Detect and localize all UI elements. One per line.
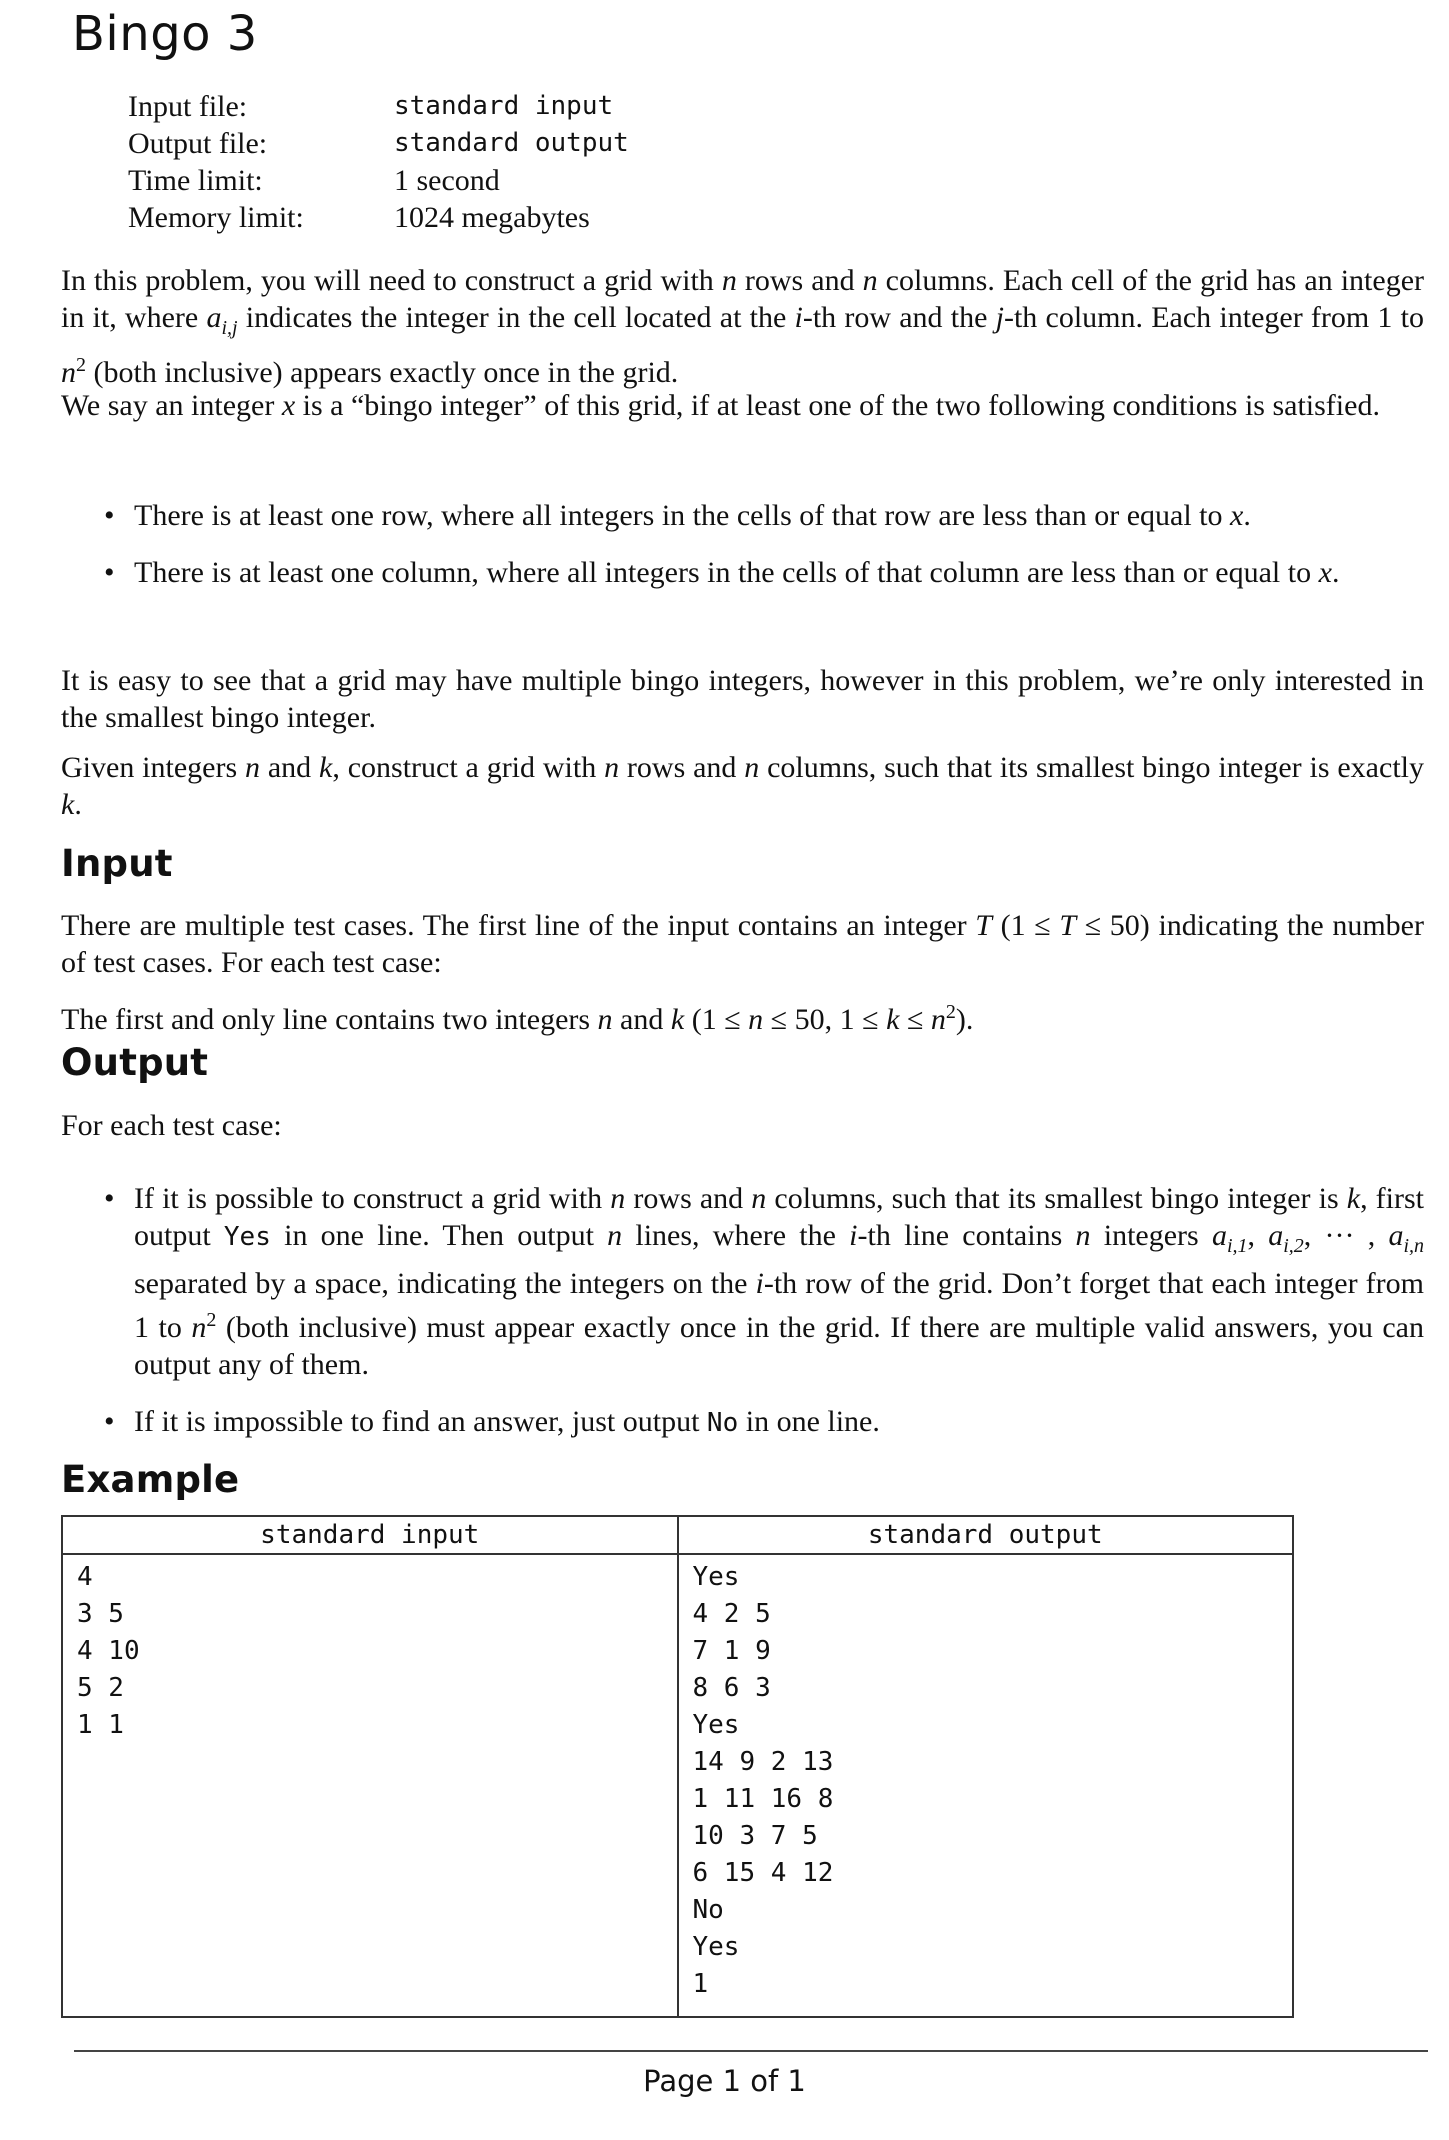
limit-value: 1 second [394,164,500,197]
example-output-line: 8 6 3 [692,1673,771,1703]
output-item-possible [104,1180,1424,1383]
text: Given integers [61,751,245,784]
math-k: k [670,1003,685,1036]
text: There is at least one column, where all integers in the cells of that column are less than or equal to [134,556,1319,589]
text: rows and [619,751,745,784]
math-a: a [1388,1219,1404,1252]
text: (1 ≤ [991,909,1060,942]
output-heading: Output [61,1041,209,1084]
math-subscript: i,n [1403,1235,1425,1257]
math-i: i [849,1219,858,1252]
page-number: Page 1 of 1 [643,2064,806,2098]
text: (1 ≤ [684,1003,749,1036]
statement-paragraph-3 [61,662,1424,736]
math-i: i [755,1267,764,1300]
example-header-output: standard output [678,1516,1294,1554]
example-input-line: 4 10 [77,1636,140,1666]
text: and [612,1003,671,1036]
limit-label: Memory limit: [128,201,304,234]
statement-paragraph-1 [61,262,1424,391]
example-input-line: 4 [77,1562,93,1592]
math-n: n [721,264,737,297]
math-x: x [281,389,296,422]
footer-divider [74,2050,1428,2052]
example-heading: Example [61,1458,240,1501]
math-dots: , ··· , [1303,1219,1389,1252]
text: rows and [736,264,863,297]
math-T: T [975,909,992,942]
text: is a “bingo integer” of this grid, if at least one of the two following conditions is satisfied. [295,389,1380,422]
code-yes: Yes [223,1222,271,1252]
math-superscript: 2 [945,1001,956,1023]
text: rows and [625,1182,752,1215]
example-output-line: 10 3 7 5 [692,1821,818,1851]
math-n: n [862,264,878,297]
example-input-line: 5 2 [77,1673,124,1703]
text: columns, such that its smallest bingo integer is exactly [759,751,1424,784]
text: -th row and the [802,301,996,334]
condition-item-row [104,497,1424,534]
math-x: x [1318,556,1332,589]
math-n: n [930,1003,946,1036]
text: in one line. Then output [270,1219,608,1252]
example-header-input: standard input [62,1516,678,1554]
text: For each test case: [61,1109,282,1142]
math-j: j [995,301,1004,334]
example-output-line: Yes [692,1562,740,1592]
math-n: n [191,1311,207,1344]
text: We say an integer [61,389,282,422]
text: , construct a grid with [332,751,605,784]
math-k: k [886,1003,900,1036]
example-output-line: No [692,1895,724,1925]
problem-title: Bingo 3 [72,6,258,62]
text: , [1247,1219,1269,1252]
math-subscript: i,2 [1283,1235,1304,1257]
example-output-line: 4 2 5 [692,1599,771,1629]
math-n: n [748,1003,764,1036]
math-k: k [319,751,333,784]
input-heading: Input [61,842,173,885]
limits-table [128,88,629,236]
text: ). [955,1003,974,1036]
statement-paragraph-4 [61,749,1424,823]
text: ≤ [899,1003,931,1036]
limit-label: Time limit: [128,164,263,197]
math-n: n [604,751,620,784]
example-output-line: 6 15 4 12 [692,1858,834,1888]
text: , first output [134,1182,1424,1252]
text: columns. Each cell of the grid has an integer in it, where [61,264,1424,334]
example-table [61,1515,1294,2018]
text: . [74,788,82,821]
input-paragraph-1 [61,907,1424,981]
math-T: T [1059,909,1077,942]
text: in one line. [738,1405,880,1438]
math-n: n [1075,1219,1091,1252]
text: separated by a space, indicating the integers on the [134,1267,756,1300]
text: It is easy to see that a grid may have multiple bingo integers, however in this problem, we’re only interested in the smallest bingo integer. [61,664,1424,734]
example-input-cell [62,1554,678,2017]
math-a: a [1268,1219,1284,1252]
example-output-line: Yes [692,1932,740,1962]
math-a: a [206,301,222,334]
limit-label: Input file: [128,90,248,123]
limit-row-time-limit [128,162,629,199]
text: lines, where the [622,1219,850,1252]
text: (both inclusive) appears exactly once in the grid. [86,356,679,389]
text: -th row of the grid. Don’t forget that each integer from 1 to [134,1267,1424,1344]
math-n: n [744,751,760,784]
condition-item-column [104,554,1424,591]
text: -th line contains [857,1219,1076,1252]
limit-row-input-file [128,88,629,125]
example-body-row [62,1554,1293,2017]
example-output-line: 14 9 2 13 [692,1747,834,1777]
text: In this problem, you will need to construct a grid with [61,264,722,297]
statement-paragraph-2 [61,387,1424,424]
text: and [260,751,320,784]
example-output-line: 1 11 16 8 [692,1784,834,1814]
math-n: n [597,1003,613,1036]
text: . [1331,556,1340,589]
limit-value: standard input [394,91,614,121]
math-n: n [61,356,76,389]
input-paragraph-2 [61,994,1424,1038]
limit-row-memory-limit [128,199,629,236]
limit-row-output-file [128,125,629,162]
math-a: a [1211,1219,1227,1252]
text: integers [1090,1219,1212,1252]
example-output-line: Yes [692,1710,740,1740]
math-i: i [794,301,803,334]
example-output-cell [678,1554,1294,2017]
math-subscript: i,j [221,317,238,339]
text: ≤ 50) indicating the number of test cases. For each test case: [61,909,1424,979]
math-superscript: 2 [206,1309,217,1331]
text: If it is possible to construct a grid with [134,1182,611,1215]
text: columns, such that its smallest bingo integer is [766,1182,1347,1215]
example-input-line: 1 1 [77,1710,124,1740]
text: -th column. Each integer from 1 to [1003,301,1424,334]
text: (both inclusive) must appear exactly once in the grid. If there are multiple valid answers, you can output any of them. [134,1311,1424,1381]
example-input-line: 3 5 [77,1599,124,1629]
text: There are multiple test cases. The first line of the input contains an integer [61,909,976,942]
output-paragraph-1 [61,1107,1424,1144]
math-k: k [1346,1182,1361,1215]
limit-label: Output file: [128,127,268,160]
math-x: x [1230,499,1244,532]
text: indicates the integer in the cell located at the [237,301,795,334]
example-output-line: 7 1 9 [692,1636,771,1666]
math-n: n [245,751,260,784]
math-superscript: 2 [76,354,86,376]
output-list [104,1180,1424,1442]
text: . [1243,499,1251,532]
text: The first and only line contains two integers [61,1003,598,1036]
math-n: n [610,1182,626,1215]
output-item-impossible [104,1403,1424,1442]
math-subscript: i,1 [1226,1235,1248,1257]
math-k: k [61,788,75,821]
text: If it is impossible to find an answer, just output [134,1405,707,1438]
math-n: n [751,1182,767,1215]
limit-value: standard output [394,128,629,158]
limit-value: 1024 megabytes [394,201,590,234]
conditions-list [104,497,1424,591]
example-header-row [62,1516,1293,1554]
example-output-line: 1 [692,1969,709,1999]
text: ≤ 50, 1 ≤ [763,1003,887,1036]
math-n: n [607,1219,623,1252]
code-no: No [706,1408,739,1438]
text: There is at least one row, where all integers in the cells of that row are less than or equal to [134,499,1230,532]
